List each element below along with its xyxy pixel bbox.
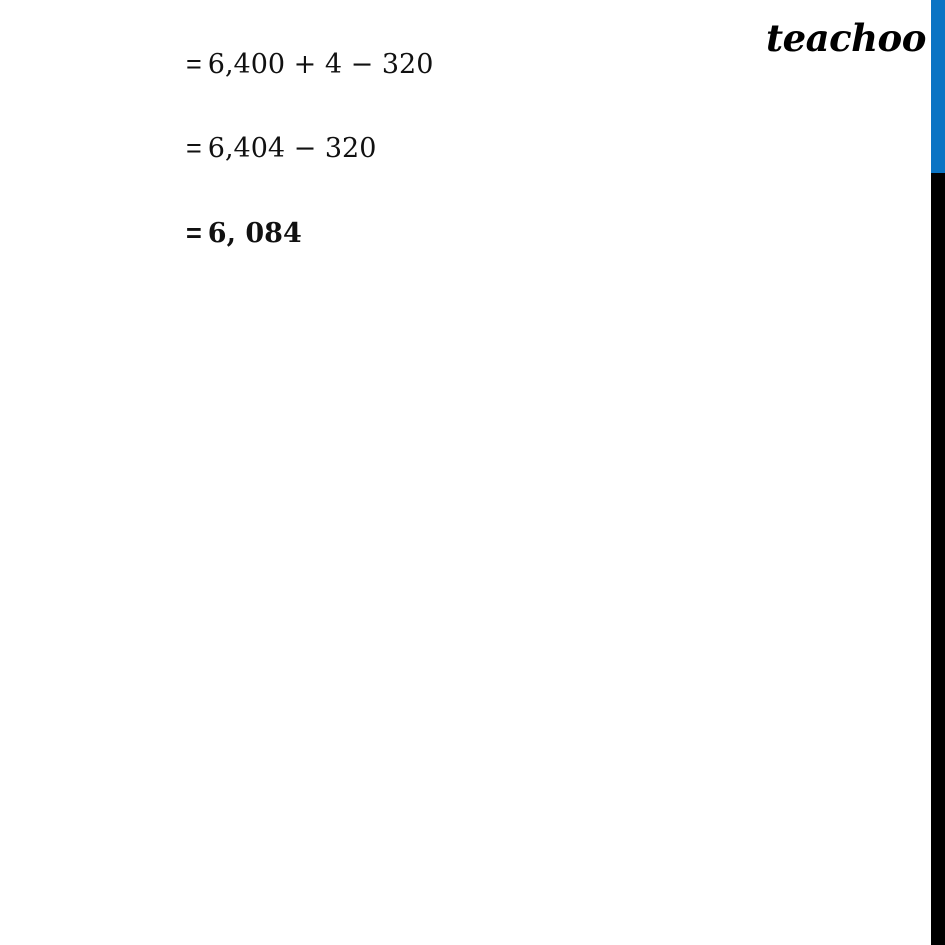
step-expression: 6,400 + 4 − 320 [207, 49, 434, 80]
right-edge-accent [931, 0, 945, 173]
solution-step-1 [186, 46, 433, 83]
equals-sign: = [186, 133, 202, 163]
final-answer-value: 6, 084 [207, 218, 302, 249]
equals-sign: = [186, 49, 202, 79]
step-expression: 6,404 − 320 [207, 133, 377, 164]
teachoo-logo: teachoo [766, 16, 926, 60]
equals-sign: = [186, 218, 202, 248]
solution-step-2 [186, 130, 376, 167]
solution-final-answer [186, 215, 302, 252]
right-edge-bar [931, 0, 945, 945]
